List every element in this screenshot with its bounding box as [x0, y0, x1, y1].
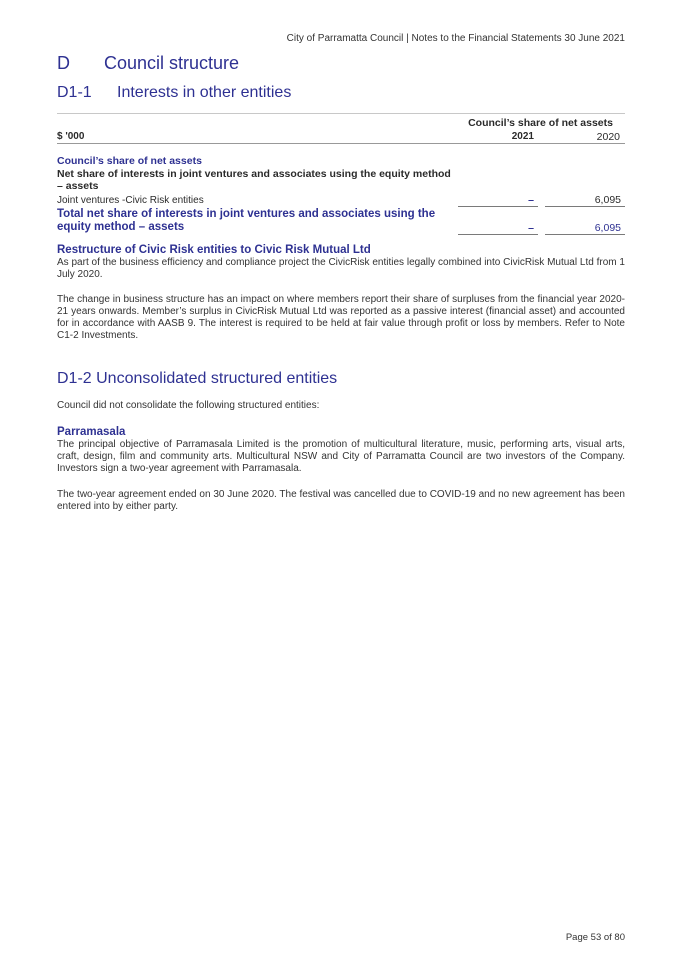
running-header: City of Parramatta Council | Notes to the Financial Statements 30 June 2021	[286, 33, 625, 44]
total-value-2020: 6,095	[545, 222, 625, 235]
row-label-joint-ventures: Joint ventures -Civic Risk entities	[57, 195, 204, 206]
row-value-2020: 6,095	[545, 194, 625, 207]
column-2021-header: 2021	[511, 131, 534, 142]
total-label-line2: equity method – assets	[57, 221, 185, 233]
total-value-2021: –	[458, 222, 538, 235]
restructure-paragraph-1: As part of the business efficiency and compliance project the CivicRisk entities legally combined into CivicRisk Mutual Ltd from 1 July 2020.	[57, 257, 625, 280]
table-subheading-line1: Net share of interests in joint ventures and associates using the equity method	[57, 168, 451, 180]
column-group-header: Council’s share of net assets	[468, 117, 613, 129]
table-subheading-line2: – assets	[57, 180, 99, 192]
table-top-rule	[57, 113, 625, 114]
row-value-2021: –	[458, 194, 538, 207]
restructure-paragraph-2: The change in business structure has an impact on where members report their share of surpluses from the financial year 2020-21 years onwards. Member’s surplus in CivicRisk Mutual Ltd was reported as a passive interest (financial asset) and accounted for in accordance with AASB 9. The interest is required to be held at fair value through profit or loss by members. Refer to Note C1-2 Investments.	[57, 294, 625, 341]
subsection-title: Interests in other entities	[117, 84, 292, 101]
parramasala-heading: Parramasala	[57, 426, 126, 438]
subsection2-intro: Council did not consolidate the following structured entities:	[57, 400, 320, 411]
parramasala-paragraph-2: The two-year agreement ended on 30 June 2020. The festival was cancelled due to COVID-19 and no new agreement has been entered into by either party.	[57, 489, 625, 512]
section-title: Council structure	[104, 53, 240, 73]
unit-label: $ '000	[57, 131, 85, 142]
page-number: Page 53 of 80	[565, 932, 625, 943]
subsection2-title: D1-2 Unconsolidated structured entities	[57, 370, 338, 387]
table-section-heading: Council’s share of net assets	[57, 155, 202, 167]
total-label-line1: Total net share of interests in joint ventures and associates using the	[57, 208, 436, 220]
header-bottom-rule	[57, 143, 625, 144]
parramasala-paragraph-1: The principal objective of Parramasala Limited is the promotion of multicultural literature, music, performing arts, visual arts, craft, design, film and community arts. Multicultural NSW and City of Parramatta Council are two investors of the Company. Investors sign a two-year agreement with Parramasala.	[57, 439, 625, 474]
section-letter: D	[57, 53, 70, 73]
subsection-number: D1-1	[57, 84, 92, 101]
column-2020-header: 2020	[596, 131, 620, 143]
restructure-heading: Restructure of Civic Risk entities to Civic Risk Mutual Ltd	[57, 244, 371, 256]
